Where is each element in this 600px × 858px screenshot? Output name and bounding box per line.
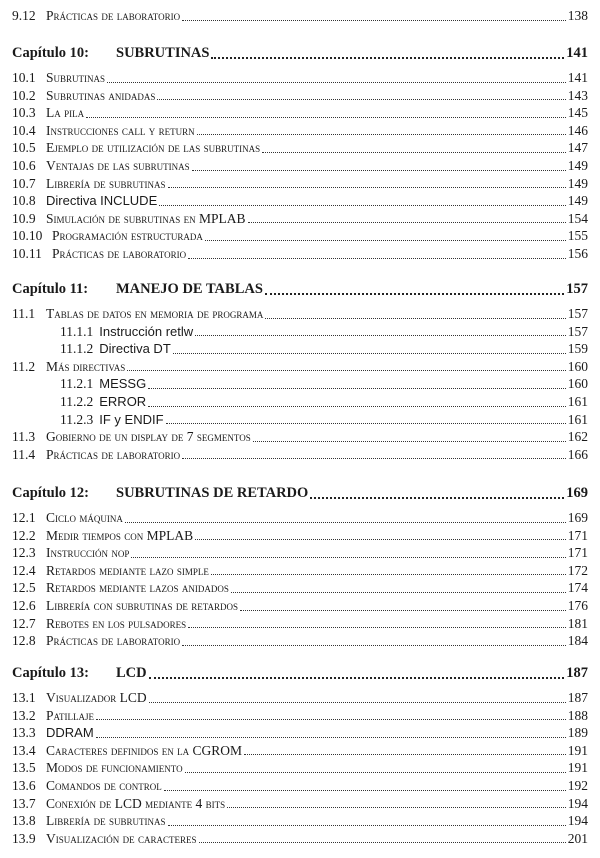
dot-leader — [262, 152, 566, 153]
entry-page: 141 — [567, 70, 588, 85]
entry-page: 159 — [567, 341, 588, 357]
entry-page: 176 — [567, 598, 588, 613]
entry-title: Librería de subrutinas — [46, 175, 166, 191]
entry-number: 10.2 — [12, 87, 36, 103]
entry-page: 181 — [567, 615, 588, 631]
entry-title: Tablas de datos en memoria de programa — [46, 306, 264, 321]
entry-number: 10.7 — [12, 175, 36, 191]
entry-title: Simulación de subrutinas en MPLAB — [46, 210, 246, 226]
entry-page: 155 — [567, 228, 588, 244]
dot-leader — [248, 222, 566, 223]
entry-number: 9.12 — [12, 8, 36, 23]
entry-page: 194 — [567, 795, 588, 811]
chapter-heading — [12, 664, 588, 682]
dot-leader — [182, 458, 566, 459]
dot-leader — [182, 20, 566, 21]
entry-number: 10.1 — [12, 70, 36, 85]
entry-page: 184 — [567, 633, 588, 649]
chapter-title: SUBRUTINAS DE RETARDO — [116, 485, 309, 501]
entry-number: 11.1.1 — [60, 323, 94, 339]
entry-number: 12.3 — [12, 545, 36, 561]
entry-page: 157 — [567, 323, 588, 339]
entry-number: 13.4 — [12, 742, 36, 758]
entry-number: 11.4 — [12, 446, 36, 462]
toc-entry — [12, 796, 588, 812]
entry-number: 13.3 — [12, 725, 36, 741]
toc-entry — [12, 616, 588, 632]
toc-entry — [12, 359, 588, 375]
entry-page: 157 — [567, 306, 588, 321]
toc-entry — [12, 743, 588, 759]
entry-page: 156 — [567, 246, 588, 261]
entry-number: 12.8 — [12, 633, 36, 649]
toc-entry — [12, 831, 588, 847]
dot-leader — [107, 82, 566, 83]
entry-number: 13.6 — [12, 778, 36, 793]
dot-leader — [195, 539, 566, 540]
chapter-heading — [12, 44, 588, 62]
entry-number: 11.1.2 — [60, 341, 94, 357]
toc-entry — [12, 545, 588, 561]
entry-page: 194 — [567, 813, 588, 829]
entry-title: Visualización de caracteres — [46, 830, 197, 846]
entry-number: 10.9 — [12, 210, 36, 226]
entry-page: 146 — [567, 122, 588, 138]
entry-page: 191 — [567, 760, 588, 776]
chapter-label: Capítulo 11: — [12, 281, 89, 297]
entry-page: 160 — [567, 376, 588, 392]
dot-leader — [188, 258, 566, 259]
toc-entry — [12, 690, 588, 706]
toc-entry — [12, 246, 588, 262]
dot-leader — [168, 187, 566, 188]
toc-entry — [12, 760, 588, 776]
toc-entry — [12, 176, 588, 192]
entry-title: Prácticas de laboratorio — [46, 446, 181, 462]
toc-entry — [12, 394, 588, 410]
toc-entry — [12, 228, 588, 244]
toc-entry — [12, 633, 588, 649]
entry-title: DDRAM — [46, 725, 94, 741]
chapter-page: 157 — [566, 281, 588, 297]
chapter-heading — [12, 280, 588, 298]
toc-entry — [12, 778, 588, 794]
toc-entry — [12, 211, 588, 227]
dot-leader — [168, 825, 566, 826]
chapter-title: MANEJO DE TABLAS — [116, 281, 263, 297]
entry-title: Programación estructurada — [52, 228, 203, 244]
dot-leader — [96, 737, 566, 738]
entry-page: 192 — [567, 778, 588, 793]
entry-page: 161 — [567, 394, 588, 409]
entry-page: 172 — [567, 562, 588, 578]
entry-page: 160 — [567, 358, 588, 374]
dot-leader — [240, 610, 566, 611]
entry-page: 154 — [567, 210, 588, 226]
dot-leader — [131, 557, 565, 558]
chapter-title: LCD — [116, 665, 147, 681]
entry-title: Instrucciones call y return — [46, 122, 195, 138]
dot-leader — [227, 807, 566, 808]
entry-number: 10.11 — [12, 246, 42, 261]
entry-number: 12.5 — [12, 580, 36, 596]
entry-title: Modos de funcionamiento — [46, 760, 183, 776]
entry-number: 10.10 — [12, 228, 43, 244]
toc-entry — [12, 376, 588, 392]
entry-title: Instrucción nop — [46, 545, 130, 561]
entry-number: 13.2 — [12, 707, 36, 723]
chapter-page: 187 — [566, 665, 588, 681]
entry-title: Rebotes en los pulsadores — [46, 615, 187, 631]
dot-leader — [265, 318, 565, 319]
dot-leader — [188, 627, 566, 628]
entry-title: Subrutinas — [46, 70, 106, 85]
chapter-page: 169 — [566, 485, 588, 501]
entry-title: Caracteres definidos en la CGROM — [46, 742, 243, 758]
dot-leader — [148, 388, 566, 389]
entry-title: Ciclo máquina — [46, 510, 123, 525]
entry-page: 191 — [567, 742, 588, 758]
dot-leader — [211, 574, 566, 575]
entry-title: Retardos mediante lazo simple — [46, 562, 209, 578]
entry-number: 12.1 — [12, 510, 36, 525]
entry-page: 171 — [567, 527, 588, 543]
toc-entry — [12, 447, 588, 463]
entry-page: 149 — [567, 158, 588, 173]
chapter-label: Capítulo 13: — [12, 665, 89, 681]
dot-leader — [192, 170, 566, 171]
entry-title: Prácticas de laboratorio — [46, 633, 181, 649]
entry-number: 10.5 — [12, 140, 36, 156]
toc-entry — [12, 70, 588, 86]
entry-page: 147 — [567, 140, 588, 156]
dot-leader — [164, 790, 566, 791]
toc-entry — [12, 88, 588, 104]
entry-number: 11.2.2 — [60, 394, 94, 409]
entry-title: Directiva DT — [99, 341, 171, 357]
toc-entry — [12, 341, 588, 357]
toc-entry — [12, 306, 588, 322]
dot-leader — [205, 240, 566, 241]
toc-entry — [12, 123, 588, 139]
entry-page: 169 — [567, 510, 588, 525]
entry-number: 11.2.3 — [60, 411, 94, 427]
dot-leader — [149, 677, 565, 679]
toc-entry — [12, 510, 588, 526]
dot-leader — [195, 335, 566, 336]
dot-leader — [148, 406, 566, 407]
entry-page: 138 — [567, 8, 588, 23]
entry-number: 12.7 — [12, 615, 36, 631]
entry-title: Ventajas de las subrutinas — [46, 158, 190, 173]
entry-number: 11.3 — [12, 429, 36, 445]
entry-title: Patillaje — [46, 707, 94, 723]
chapter-heading — [12, 484, 588, 502]
entry-number: 12.6 — [12, 598, 36, 613]
toc-entry — [12, 563, 588, 579]
entry-title: Gobierno de un display de 7 segmentos — [46, 429, 251, 445]
entry-title: Prácticas de laboratorio — [52, 246, 187, 261]
dot-leader — [159, 205, 566, 206]
entry-page: 149 — [567, 193, 588, 209]
entry-title: Visualizador LCD — [46, 690, 147, 705]
entry-number: 10.8 — [12, 193, 36, 209]
toc-entry — [12, 8, 588, 24]
entry-title: Directiva INCLUDE — [46, 193, 158, 209]
entry-title: Prácticas de laboratorio — [46, 8, 181, 23]
toc-entry — [12, 429, 588, 445]
entry-number: 13.1 — [12, 690, 36, 705]
entry-title: Instrucción retlw — [99, 323, 194, 339]
entry-number: 10.3 — [12, 105, 36, 121]
entry-page: 149 — [567, 175, 588, 191]
entry-page: 174 — [567, 580, 588, 596]
entry-title: Librería con subrutinas de retardos — [46, 598, 239, 613]
toc-entry — [12, 708, 588, 724]
dot-leader — [157, 99, 565, 100]
dot-leader — [86, 117, 566, 118]
entry-title: Ejemplo de utilización de las subrutinas — [46, 140, 261, 156]
dot-leader — [127, 370, 566, 371]
entry-number: 11.2 — [12, 358, 36, 374]
entry-number: 13.9 — [12, 830, 36, 846]
entry-page: 161 — [567, 411, 588, 427]
dot-leader — [149, 702, 566, 703]
entry-page: 145 — [567, 105, 588, 121]
entry-title: Conexión de LCD mediante 4 bits — [46, 795, 226, 811]
chapter-page: 141 — [566, 45, 588, 61]
toc-entry — [12, 140, 588, 156]
entry-number: 11.1 — [12, 306, 36, 321]
entry-page: 166 — [567, 446, 588, 462]
entry-title: MESSG — [99, 376, 147, 392]
toc-entry — [12, 158, 588, 174]
toc-entry — [12, 324, 588, 340]
entry-title: Retardos mediante lazos anidados — [46, 580, 229, 596]
entry-number: 12.2 — [12, 527, 36, 543]
entry-title: IF y ENDIF — [99, 411, 164, 427]
toc-entry — [12, 725, 588, 741]
entry-number: 12.4 — [12, 562, 36, 578]
entry-page: 143 — [567, 87, 588, 103]
entry-page: 188 — [567, 707, 588, 723]
entry-title: Más directivas — [46, 358, 126, 374]
dot-leader — [125, 522, 566, 523]
dot-leader — [185, 772, 566, 773]
entry-number: 13.7 — [12, 795, 36, 811]
entry-title: La pila — [46, 105, 85, 121]
dot-leader — [265, 293, 564, 295]
toc-entry — [12, 598, 588, 614]
toc-entry — [12, 580, 588, 596]
toc-entry — [12, 105, 588, 121]
toc-entry — [12, 193, 588, 209]
dot-leader — [244, 754, 566, 755]
chapter-label: Capítulo 10: — [12, 45, 89, 61]
entry-title: Librería de subrutinas — [46, 813, 166, 829]
dot-leader — [166, 423, 566, 424]
entry-title: Subrutinas anidadas — [46, 87, 156, 103]
entry-number: 10.4 — [12, 122, 36, 138]
chapter-label: Capítulo 12: — [12, 485, 89, 501]
toc-entry — [12, 528, 588, 544]
toc-entry — [12, 412, 588, 428]
dot-leader — [199, 842, 566, 843]
entry-page: 171 — [567, 545, 588, 561]
entry-page: 189 — [567, 725, 588, 741]
toc-entry — [12, 813, 588, 829]
dot-leader — [211, 57, 564, 59]
dot-leader — [182, 645, 566, 646]
dot-leader — [173, 353, 566, 354]
entry-title: Medir tiempos con MPLAB — [46, 527, 194, 543]
entry-number: 13.5 — [12, 760, 36, 776]
entry-number: 13.8 — [12, 813, 36, 829]
dot-leader — [231, 592, 566, 593]
entry-page: 187 — [567, 690, 588, 705]
entry-number: 10.6 — [12, 158, 36, 173]
chapter-title: SUBRUTINAS — [116, 45, 210, 61]
dot-leader — [197, 134, 566, 135]
dot-leader — [96, 719, 566, 720]
entry-page: 162 — [567, 429, 588, 445]
entry-title: ERROR — [99, 394, 147, 409]
dot-leader — [253, 441, 566, 442]
entry-number: 11.2.1 — [60, 376, 94, 392]
dot-leader — [310, 497, 564, 499]
entry-title: Comandos de control — [46, 778, 162, 793]
entry-page: 201 — [567, 830, 588, 846]
